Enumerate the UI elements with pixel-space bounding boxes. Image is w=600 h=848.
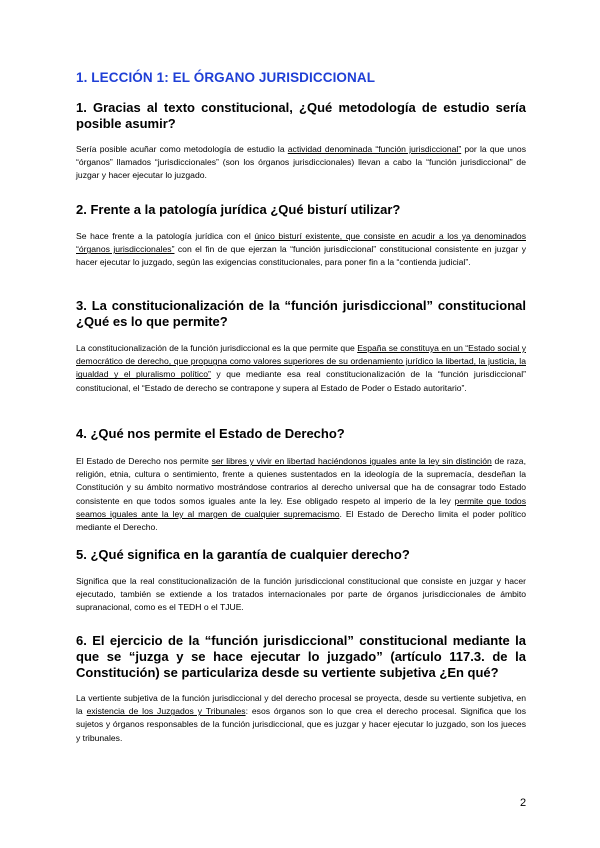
question-1-heading: 1. Gracias al texto constitucional, ¿Qué metodología de estudio sería posible asumir? — [76, 100, 526, 131]
underlined-phrase: España se constituya en un “Estado social y democrático de derecho, que propugna como valores superiores de su ordenamiento jurídico la libertad, la justicia, la igualdad y el pluralismo político” — [76, 343, 526, 380]
answer-2-paragraph: Se hace frente a la patología jurídica con el único bisturí existente, que consiste en acudir a los ya denominados “órganos jurisdiccionales” con el fin de que ejerzan la “función jurisdiccional” constitucional consistente en juzgar y hacer ejecutar lo juzgado, según las exigencias constitucionales, para poner fin a la “contienda judicial”. — [76, 231, 526, 268]
question-5-heading: 5. ¿Qué significa en la garantía de cualquier derecho? — [76, 547, 410, 562]
question-2-heading: 2. Frente a la patología jurídica ¿Qué bisturí utilizar? — [76, 202, 401, 217]
underlined-phrase: único bisturí existente, que consiste en acudir a los ya denominados “órganos jurisdiccionales” — [76, 231, 526, 255]
answer-4-paragraph: El Estado de Derecho nos permite ser libres y vivir en libertad haciéndonos iguales ante la ley sin distinción de raza, religión, etnia, cultura o sentimiento, frente a quienes sustentados en la ideología de la supremacía, desdeñan la Constitución y su ámbito normativo mostrándose contrarios al derecho universal que ha de consagrar todo Estado consistente en que todos somos iguales ante la ley. Ese obligado respeto al imperio de la ley permite que todos seamos iguales ante la ley al margen de cualquier supremacismo. El Estado de Derecho limita el poder político mediante el Derecho. — [76, 456, 527, 533]
question-6-heading: 6. El ejercicio de la “función jurisdiccional” constitucional mediante la que se “juzga y se hace ejecutar lo juzgado” (artículo 117.3. de la Constitución) se particulariza desde su vertiente subjetiva ¿En qué? — [76, 633, 526, 680]
page-number: 2 — [520, 797, 527, 809]
underlined-phrase: actividad denominada “función jurisdiccional” — [287, 144, 462, 154]
answer-1-paragraph: Sería posible acuñar como metodología de estudio la actividad denominada “función jurisdiccional” por la que unos “órganos” llamados “jurisdiccionales” (son los órganos jurisdiccionales) llevan a cabo la “función jurisdiccional” de juzgar y hacer ejecutar lo juzgado. — [76, 144, 526, 181]
question-3-heading: 3. La constitucionalización de la “función jurisdiccional” constitucional ¿Qué es lo que permite? — [76, 298, 526, 329]
answer-5-paragraph: Significa que la real constitucionalización de la función jurisdiccional constitucional que consiste en juzgar y hacer ejecutado, también se extiende a los tratados internacionales por parte de órganos jurisdiccionales de ámbito supranacional, como es el TEDH o el TJUE. — [76, 576, 526, 613]
underlined-phrase: existencia de los Juzgados y Tribunales — [86, 706, 246, 717]
lesson-title: 1. LECCIÓN 1: EL ÓRGANO JURISDICCIONAL — [76, 70, 376, 85]
question-4-heading: 4. ¿Qué nos permite el Estado de Derecho? — [76, 426, 345, 441]
answer-3-paragraph: La constitucionalización de la función jurisdiccional es la que permite que España se constituya en un “Estado social y democrático de derecho, que propugna como valores superiores de su ordenamiento jurídico la libertad, la justicia, la igualdad y el pluralismo político” y que mediante esa real constitucionalización de la “función jurisdiccional” constitucional, el “Estado de derecho se contrapone y supera al Estado de Poder o Estado autoritario”. — [76, 343, 526, 393]
underlined-phrase: permite que todos seamos iguales ante la ley al margen de cualquier supremacismo — [76, 495, 527, 519]
underlined-phrase: ser libres y vivir en libertad haciéndonos iguales ante la ley sin distinción — [211, 456, 492, 466]
answer-6-paragraph: La vertiente subjetiva de la función jurisdiccional y del derecho procesal se proyecta, desde su vertiente subjetiva, en la existencia de los Juzgados y Tribunales: esos órganos son lo que crea el derecho procesal. Significa que los sujetos y órganos responsables de la función jurisdiccional, que es juzgar y hacer ejecutar lo juzgado, son los jueces y tribunales. — [76, 693, 526, 743]
